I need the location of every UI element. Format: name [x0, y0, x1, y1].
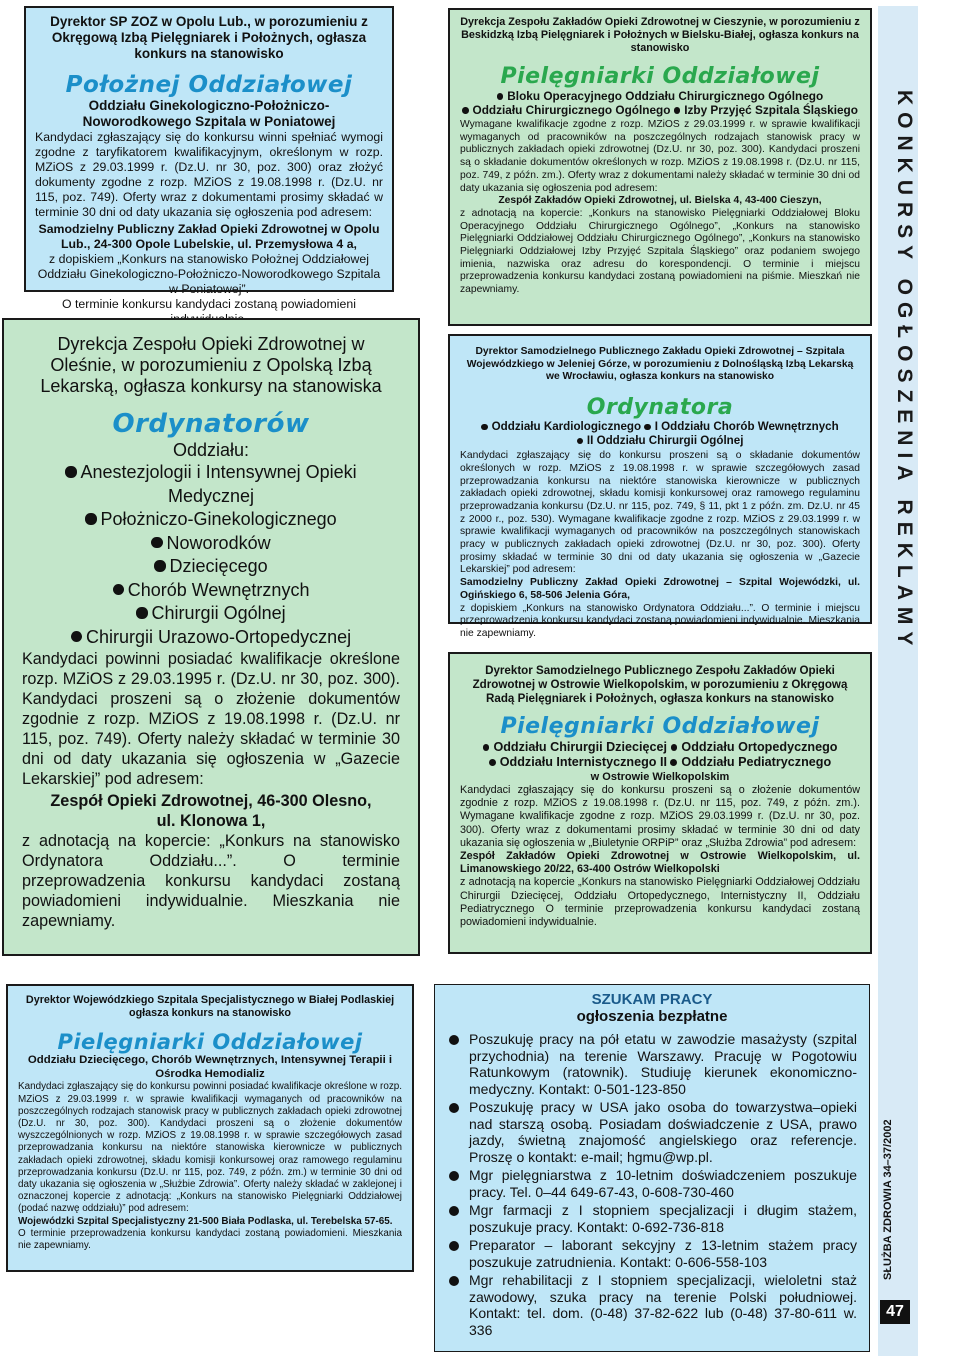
ad-pielegniarki-ostrow: [448, 652, 872, 954]
bullet-icon: [449, 1276, 459, 1286]
ad-unit-item: Noworodków: [22, 532, 400, 556]
ad-ordynatora-jelenia-gora: [448, 334, 872, 639]
ad-intro: Dyrektor Samodzielnego Publicznego Zakładu Opieki Zdrowotnej – Szpitala Wojewódzkiego w Jeleniej Górze, w porozumieniu z Dolnośląską Izbą Lekarską we Wrocławiu, ogłasza konkurs na stanowisko: [466, 346, 854, 383]
bullet-icon: [113, 584, 124, 595]
ad-address: Zespół Zakładów Opieki Zdrowotnej, ul. Bielska 4, 43-400 Cieszyn,: [498, 195, 822, 207]
ad-location: w Ostrowie Wielkopolskim: [590, 771, 730, 783]
bullet-icon: [462, 107, 468, 113]
job-wanted-subtitle: ogłoszenia bezpłatne: [576, 1008, 728, 1025]
ad-unit-item: Anestezjologii i Intensywnej Opieki Medycznej: [22, 461, 400, 508]
ad-text: z dopiskiem „Konkurs na stanowisko Ordynatora Oddziału...”. O terminie i miejscu przeprowadzenia konkursu kandydaci zostaną powiadomieni indywidualnie. Mieszkania nie zapewniamy.: [460, 602, 860, 639]
job-wanted-ads: [434, 984, 870, 1352]
ad-text: O terminie przeprowadzenia konkursu kandydaci zostaną powiadomieni. Mieszkania nie zapewniamy.: [18, 1227, 402, 1252]
ad-unit: Oddziału Ginekologiczno-Położniczo-Noworodkowego Szpitala w Poniatowej: [82, 98, 336, 129]
list-item: Poszukuję pracy na pół etatu w zawodzie masażysty (szpital przychodnia) na terenie Warszawy. Pracuję w Pogotowiu Ratunkowym (ratownik). Studiuję kierunek ekonomiczno-medyczny. Kontakt: 0-501-123-850: [447, 1031, 857, 1097]
ad-intro: Dyrekcja Zespołu Zakładów Opieki Zdrowotnej w Cieszynie, w porozumieniu z Beskidzką Izbą Pielęgniarek i Położnych w Bielsku-Białej, ogłasza konkurs na stanowisko: [460, 16, 860, 54]
ad-unit-item: Chorób Wewnętrznych: [22, 579, 400, 603]
ad-position-title: Położnej Oddziałowej: [65, 72, 353, 98]
bullet-icon: [154, 560, 165, 571]
ad-unit-item: II Oddziału Chirurgii Ogólnej: [460, 434, 860, 448]
ad-position-title: Ordynatora: [586, 395, 734, 421]
ad-address: Wojewódzki Szpital Specjalistyczny 21-500 Biała Podlaska, ul. Terebelska 57-65.: [18, 1215, 393, 1227]
list-item: Mgr farmacji z I stopniem specjalizacji i długim stażem, poszukuje pracy. Kontakt: 0-692-736-818: [447, 1202, 857, 1235]
ad-unit-label: Oddziału:: [172, 440, 250, 460]
ad-text: z adnotacją na kopercie „Konkurs na stanowisko Pielęgniarki Oddziałowej Oddziału Chirurgii Dziecięcej, Oddziału Ortopedycznego, Internistyczny II, Oddziału Pediatrycznego O terminie przeprowadzenia konkursu kandydaci zostaną powiadomieni indywidualnie.: [460, 876, 860, 929]
ad-position-title: Pielęgniarki Oddziałowej: [57, 1030, 363, 1055]
ad-unit-item: Chirurgii Urazowo-Ortopedycznej: [22, 626, 400, 650]
ad-text: z adnotacją na kopercie: „Konkurs na stanowisko Pielęgniarki Oddziałowej Bloku Operacyjnego Oddziału Chirurgicznego Ogólnego”, „Konkurs na stanowisko Pielęgniarki Oddziałowej Oddziału Chirurgicznego Ogólnego”, „Konkurs na stanowisko Pielęgniarki Oddziałowej Izby Przyjęć Szpitala Śląskiego” oraz podaniem swojego imienia, nazwiska oraz adresu do korespondencji. O terminie i miejscu przeprowadzenia konkursu kandydaci zostaną powiadomieni na piśmie. Mieszkań nie zapewniamy.: [460, 207, 860, 296]
bullet-icon: [674, 107, 680, 113]
list-item: Mgr rehabilitacji z I stopniem specjalizacji, wieloletni staż zawodowy, szuka pracy na terenie Polski południowej. Kontakt: tel. dom. (0-48) 37-82-622 lub (0-48) 37-80-611 w. 336: [447, 1272, 857, 1338]
ad-text: Kandydaci zgłaszający się do konkursu proszeni są o składanie dokumentów określonych w rozp. MZiOS z 19.08.1998 r. w sprawie szczegółowych zasad przeprowadzania konkursu na niektóre stanowiska kierownicze w publicznych zakładach opieki zdrowotnej, składu komisji konkursowej oraz ramowego regulaminu przeprowadzania konkursu (Dz.U. nr 115, poz. 749, § 11, pkt 1 z późn. zm. Dz.U. nr 45 z 2000 r., poz. 530). Wymagane kwalifikacje zgodne z rozp. MZiOS z 29.03.1999 r. w sprawie kwalifikacji wymaganych od pracowników na poszczególnych stanowiskach pracy w publicznych zakładach opieki zdrowotnej (Dz.U. nr 30, poz. 300). Oferty prosimy składać w terminie 30 dni od daty ukazania się ogłoszenia w „Gazecie Lekarskiej” pod adresem:: [460, 450, 860, 576]
ad-position-title: Ordynatorów: [112, 409, 310, 439]
ad-text: Kandydaci zgłaszający się do konkursu proszeni są o złożenie dokumentów zgodnie z rozp. MZiOS z 19.08.1998 r. (Dz.U. nr 115, poz. 749, z późn. zm.). Wymagane kwalifikacje zgodne z rozp. MZiOS 29.03.1999 r. (Dz.U. nr 30, poz. 300). Oferty wraz z dokumentami prosimy składać w terminie 30 dni od daty ukazania się ogłoszenia w „Biuletynie ORPiP” oraz „Służba Zdrowia” pod adresem:: [460, 784, 860, 849]
list-item: Poszukuję pracy w USA jako osoba do towarzystwa–opieki nad starszą osobą. Posiadam doświadczenie z USA, prawo jazdy, świetną znajomość angielskiego oraz referencje. Proszę o kontakt: e-mail; hgmu@wp.pl.: [447, 1099, 857, 1165]
ad-text: z dopiskiem „Konkurs na stanowisko Położnej Oddziałowej Oddziału Ginekologiczno-Położniczo-Noworodkowego Szpitala w Poniatowej”.: [37, 252, 381, 296]
ad-text: Kandydaci zgłaszający się do konkursu winni spełniać wymogi zgodne z taryfikatorem kwalifikacyjnym, określonym w rozp. MZiOS z 29.03.1999 r. (Dz.U. nr 30, poz. 300) oraz złożyć dokumenty zgodne z rozp. MZiOS z 19.08.1998 r. (Dz.U. nr 115, poz. 749). Oferty wraz z dokumentami prosimy składać w terminie 30 dni od daty ukazania się ogłoszenia pod adresem:: [35, 130, 383, 219]
job-wanted-title: SZUKAM PRACY: [591, 991, 713, 1008]
job-wanted-list: [447, 1031, 857, 1338]
ad-pielegniarki-biala-podlaska: [6, 984, 414, 1272]
ad-unit-item: Dziecięcego: [22, 555, 400, 579]
bullet-icon: [151, 537, 162, 548]
bullet-icon: [449, 1103, 459, 1113]
bullet-icon: [85, 513, 96, 524]
ad-text: O terminie konkursu kandydaci zostaną powiadomieni: [62, 297, 356, 311]
bullet-icon: [65, 466, 76, 477]
bullet-icon: [671, 744, 678, 751]
ad-text: z adnotacją na kopercie: „Konkurs na stanowisko Ordynatora Oddziału...”. O terminie przeprowadzenia konkursu kandydaci zostaną powiadomieni indywidualnie. Mieszkania nie zapewniamy.: [22, 832, 400, 930]
ad-unit-list: [22, 461, 400, 649]
ad-text: Wymagane kwalifikacje zgodne z rozp. MZiOS z 29.03.1999 r. w sprawie kwalifikacji wymaganych od pracowników na poszczególnych rodzajach stanowisk pracy w publicznych zakładach opieki zdrowotnej (Dz.U. nr 30, poz. 300). Kandydaci proszeni są o składanie dokumentów określonych w rozp. MZiOS z 19.08.1998 r. (Dz.U. nr 115, poz. 749, z późn. zm.). Oferty wraz z dokumentami należy składać w terminie 30 dni od daty ukazania się ogłoszenia pod adresem:: [460, 119, 860, 194]
ad-address: ul. Klonowa 1,: [156, 812, 266, 830]
bullet-icon: [497, 93, 503, 99]
ad-intro: Dyrektor SP ZOZ w Opolu Lub., w porozumieniu z Okręgową Izbą Pielęgniarek i Położnych, ogłasza konkurs na stanowisko: [50, 14, 368, 61]
ad-address: Samodzielny Publiczny Zakład Opieki Zdrowotnej w Opolu Lub., 24-300 Opole Lubelskie, ul. Przemysłowa 4 a,: [38, 222, 380, 251]
ad-address: Zespół Zakładów Opieki Zdrowotnej w Ostrowie Wielkopolskim, ul. Limanowskiego 20/22, 63-400 Ostrów Wielkopolski: [460, 850, 860, 876]
ad-intro: Dyrektor Samodzielnego Publicznego Zespołu Zakładów Opieki Zdrowotnej w Ostrowie Wielkopolskim, w porozumieniu z Okręgową Radą Pielęgniarek i Położnych, ogłasza konkurs na stanowisko: [472, 664, 848, 705]
bullet-icon: [481, 424, 487, 430]
bullet-icon: [449, 1171, 459, 1181]
bullet-icon: [71, 631, 82, 642]
ad-position-title: Pielęgniarki Oddziałowej: [500, 714, 820, 739]
page-number: 47: [880, 1300, 910, 1324]
issue-label: SŁUŻBA ZDROWIA 34–37/2002: [882, 1119, 894, 1280]
ad-ordynatorow-olesno: [2, 318, 420, 956]
ad-intro: Dyrekcja Zespołu Opieki Zdrowotnej w Oleśnie, w porozumieniu z Opolską Izbą Lekarską, ogłasza konkursy na stanowiska: [40, 334, 382, 396]
ad-address: Zespół Opieki Zdrowotnej, 46-300 Olesno,: [50, 792, 372, 810]
bullet-icon: [577, 438, 583, 444]
page-sidebar: [876, 0, 960, 1359]
ad-unit-item: Oddziału Chirurgicznego Ogólnego Izby Przyjęć Szpitala Śląskiego: [460, 103, 860, 117]
bullet-icon: [449, 1035, 459, 1045]
ad-text: Kandydaci powinni posiadać kwalifikacje określone rozp. MZiOS z 29.03.1995 r. (Dz.U. nr 30, poz. 300). Kandydaci proszeni są o złożenie dokumentów zgodnie z rozp. MZiOS z 19.08.1998 r. (Dz.U. nr 115, poz. 749). Oferty należy składać w terminie 30 dni od daty ukazania się ogłoszenia w „Gazecie Lekarskiej” pod adresem:: [22, 650, 400, 788]
ad-unit-item: Bloku Operacyjnego Oddziału Chirurgicznego Ogólnego: [460, 89, 860, 103]
ad-polozna-opole: [24, 6, 394, 311]
list-item: Mgr pielęgniarstwa z 10-letnim doświadczeniem poszukuje pracy. Tel. 0–44 649-67-43, 0-608-730-460: [447, 1167, 857, 1200]
ad-unit-item: Oddziału Internistycznego II Oddziału Pediatrycznego: [460, 755, 860, 770]
ad-address: Samodzielny Publiczny Zakład Opieki Zdrowotnej – Szpital Wojewódzki, ul. Ogińskiego 6, 58-506 Jelenia Góra,: [460, 577, 860, 601]
ad-text: Kandydaci zgłaszający się do konkursu powinni posiadać kwalifikacje określone w rozp. MZiOS z 29.03.1999 r. w sprawie kwalifikacji wymaganych od pracowników na poszczególnych rodzajach stanowisk pracy w publicznych zakładach opieki zdrowotnej (Dz.U. nr 30, poz. 300). Kandydaci proszeni są o złożenie dokumentów wyszczególnionych w rozp. MZiOS z 19.08.1998 r. w sprawie szczegółowych zasad przeprowadzania konkursu na niektóre stanowiska kierownicze w publicznych zakładach opieki zdrowotnej, składu komisji konkursowej oraz ramowego regulaminu przeprowadzania konkursu (Dz.U. nr 115, poz. 749, z późn. zm.) w terminie 30 dni od daty ukazania się ogłoszenia w „Służbie Zdrowia”. Oferty należy składać w zaklejonej i oznaczonej kopercie z adnotacją: „Konkurs na stanowisko Pielęgniarki Oddziałowej (podać nazwę oddziału)” pod adresem:: [18, 1081, 402, 1215]
bullet-icon: [449, 1241, 459, 1251]
ad-unit-item: Oddziału Kardiologicznego I Oddziału Chorób Wewnętrznych: [460, 420, 860, 434]
ad-unit: Oddziału Dziecięcego, Chorób Wewnętrznych, Intensywnej Terapii i Ośrodka Hemodializ: [27, 1054, 393, 1080]
ad-intro: Dyrektor Wojewódzkiego Szpitala Specjalistycznego w Białej Podlaskiej ogłasza konkurs na stanowisko: [25, 994, 395, 1020]
ad-unit-item: Położniczo-Ginekologicznego: [22, 508, 400, 532]
ad-position-title: Pielęgniarki Oddziałowej: [500, 64, 820, 89]
bullet-icon: [644, 424, 650, 430]
bullet-icon: [670, 759, 677, 766]
bullet-icon: [449, 1206, 459, 1216]
bullet-icon: [483, 744, 490, 751]
list-item: Preparator – laborant sekcyjny z 13-letnim stażem pracy poszukuje zatrudnienia. Kontakt: 0-606-558-103: [447, 1237, 857, 1270]
section-title: KONKURSY OGŁOSZENIA REKLAMY: [893, 90, 916, 653]
ad-unit-item: Chirurgii Ogólnej: [22, 602, 400, 626]
ad-unit-item: Oddziału Chirurgii Dziecięcej Oddziału Ortopedycznego: [460, 740, 860, 755]
bullet-icon: [136, 607, 147, 618]
ad-pielegniarki-cieszyn: [448, 8, 872, 326]
bullet-icon: [489, 759, 496, 766]
